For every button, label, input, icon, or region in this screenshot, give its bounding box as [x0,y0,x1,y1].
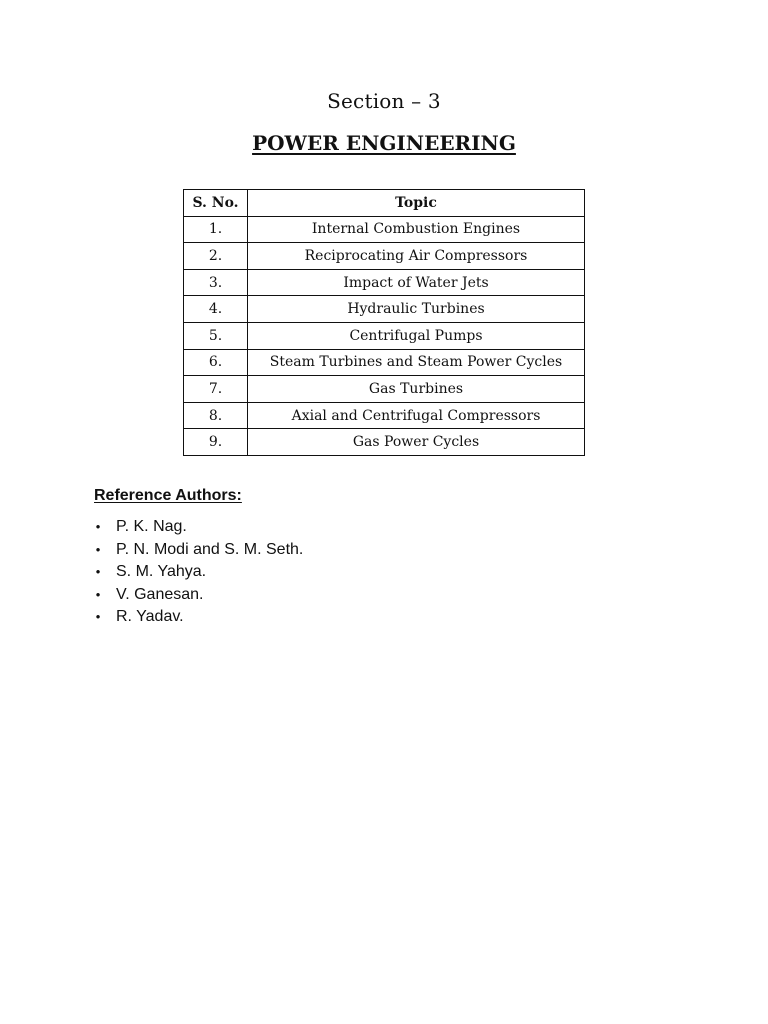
author-name: P. K. Nag. [116,518,187,535]
table-row [184,349,585,376]
table-row [184,243,585,270]
row-sno: 3. [184,269,248,296]
page-title [0,124,768,158]
column-header-topic: Topic [248,190,585,217]
reference-authors-list [94,516,303,629]
list-item [94,606,303,629]
author-name: P. N. Modi and S. M. Seth. [116,540,304,558]
table-row [184,376,585,403]
row-topic: Steam Turbines and Steam Power Cycles [248,349,585,376]
page-title-text: POWER ENGINEERING [252,131,516,155]
list-item [94,561,303,584]
topics-table [183,189,585,456]
section-title: Section – 3 [327,89,441,113]
table-row [184,429,585,456]
bullet-icon: • [95,519,101,534]
author-name: R. Yadav. [116,608,184,625]
row-topic: Centrifugal Pumps [248,322,585,349]
row-sno: 4. [184,296,248,323]
row-sno: 2. [184,243,248,270]
table-header-row [184,190,585,217]
row-topic: Hydraulic Turbines [248,296,585,323]
list-item [94,516,303,539]
author-name: S. M. Yahya. [116,563,207,580]
column-header-sno: S. No. [184,190,248,217]
list-item [94,539,303,562]
row-topic: Reciprocating Air Compressors [248,243,585,270]
row-topic: Axial and Centrifugal Compressors [248,402,585,429]
row-sno: 5. [184,322,248,349]
row-sno: 9. [184,429,248,456]
row-sno: 7. [184,376,248,403]
row-topic: Impact of Water Jets [248,269,585,296]
bullet-icon: • [95,586,101,602]
table-row [184,322,585,349]
bullet-icon: • [95,564,101,579]
table-row [184,402,585,429]
bullet-icon: • [95,609,101,624]
row-sno: 6. [184,349,248,376]
bullet-icon: • [95,541,101,557]
author-name: V. Ganesan. [116,585,204,603]
row-topic: Gas Turbines [248,376,585,403]
row-sno: 1. [184,216,248,243]
row-topic: Internal Combustion Engines [248,216,585,243]
row-sno: 8. [184,402,248,429]
table-row [184,296,585,323]
row-topic: Gas Power Cycles [248,429,585,456]
table-row [184,269,585,296]
table-row [184,216,585,243]
reference-authors-heading: Reference Authors: [94,487,242,504]
list-item [94,584,303,607]
